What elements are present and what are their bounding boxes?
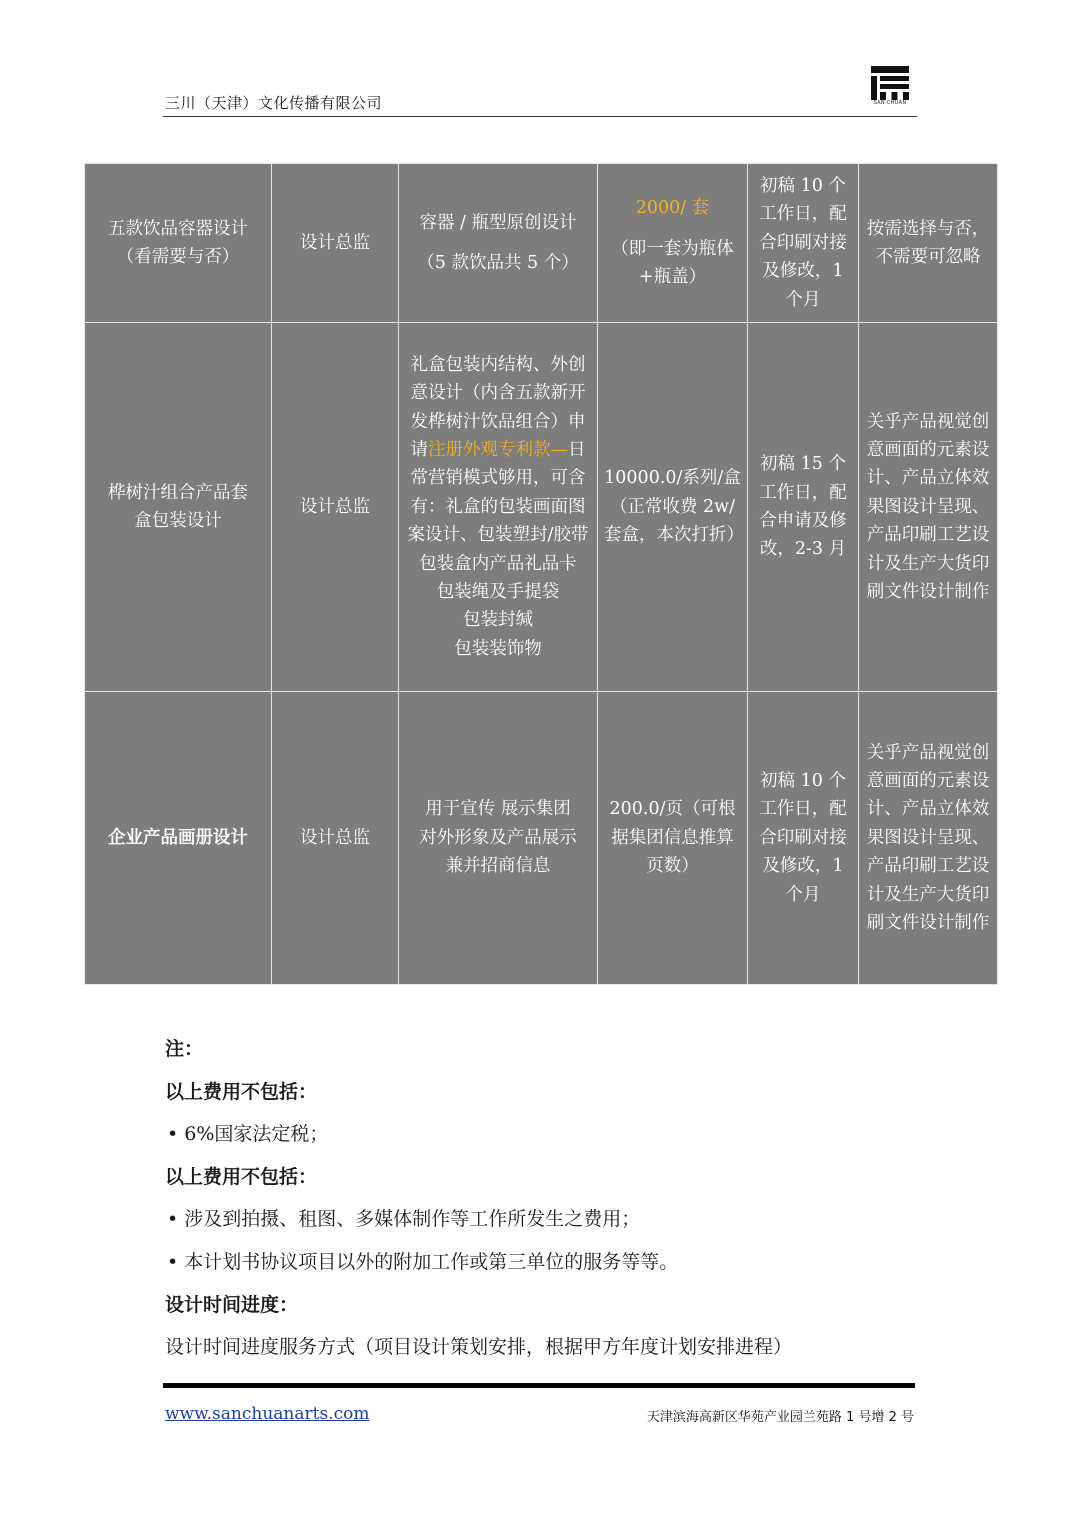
table-row: [85, 323, 998, 692]
item-line: （看需要与否）: [116, 247, 240, 268]
content-text: 礼盒包装内结构、外创意设计（内含五款新开发桦树汁饮品组合）申请: [410, 354, 586, 461]
content-line: 包装封缄: [463, 610, 533, 631]
notes-title: 注：: [165, 1038, 204, 1060]
price-value: 2000/ 套: [635, 198, 710, 219]
schedule-text: 设计时间进度服务方式（项目设计策划安排，根据甲方年度计划安排进程）: [165, 1336, 793, 1359]
content-line: （5 款饮品共 5 个）: [417, 253, 579, 274]
remark-cell: 关乎产品视觉创意画面的元素设计、产品立体效果图设计呈现、产品印刷工艺设计及生产大货印刷文件设计制作: [859, 323, 998, 692]
content-highlight: 注册外观专利款—: [428, 440, 568, 461]
schedule-cell: 初稿 15 个工作日，配合申请及修改，2-3 月: [748, 323, 859, 692]
website-link[interactable]: www.sanchuanarts.com: [165, 1404, 370, 1424]
excluded-heading: 以上费用不包括：: [165, 1080, 318, 1103]
schedule-cell: 初稿 10 个工作日，配合印刷对接及修改，1 个月: [748, 692, 859, 985]
excluded-heading: 以上费用不包括：: [165, 1165, 318, 1188]
price-cell: 200.0/页（可根据集团信息推算页数）: [598, 692, 748, 985]
content-line: 用于宣传 展示集团: [425, 799, 571, 820]
content-line: 包装绳及手提袋: [436, 582, 560, 603]
item-cell: 企业产品画册设计: [85, 692, 272, 985]
schedule-cell: 初稿 10 个工作日，配合印刷对接及修改，1 个月: [748, 164, 859, 323]
content-cell: [399, 323, 598, 692]
schedule-heading: 设计时间进度：: [165, 1293, 299, 1316]
item-line: 盒包装设计: [134, 511, 222, 532]
company-address: 天津滨海高新区华苑产业园兰苑路 1 号增 2 号: [646, 1410, 914, 1425]
item-cell: [85, 164, 272, 323]
excluded-item: • 涉及到拍摄、租图、多媒体制作等工作所发生之费用；: [167, 1208, 641, 1231]
logo-text: SAN CHUAN: [873, 100, 907, 106]
price-note: （即一套为瓶体+瓶盖）: [611, 238, 734, 288]
content-line: 包装盒内产品礼品卡: [419, 553, 577, 574]
item-cell: [85, 323, 272, 692]
company-name: 三川（天津）文化传播有限公司: [165, 94, 383, 112]
content-cell: [399, 692, 598, 985]
price-cell: [598, 164, 748, 323]
content-cell: [399, 164, 598, 323]
content-line: 容器 / 瓶型原创设计: [419, 212, 577, 233]
role-cell: 设计总监: [272, 323, 399, 692]
remark-cell: 关乎产品视觉创意画面的元素设计、产品立体效果图设计呈现、产品印刷工艺设计及生产大货印刷文件设计制作: [859, 692, 998, 985]
content-line: 兼并招商信息: [445, 856, 551, 877]
content-line: 对外形象及产品展示: [419, 827, 577, 848]
footer-divider: [163, 1383, 915, 1388]
role-cell: 设计总监: [272, 692, 399, 985]
table-row: [85, 692, 998, 985]
remark-cell: 按需选择与否，不需要可忽略: [859, 164, 998, 323]
content-text: 日常营销模式够用，可含有：礼盒的包装画面图案设计、包装塑封/胶带: [407, 440, 589, 546]
item-line: 桦树汁组合产品套: [108, 482, 248, 503]
excluded-item: • 本计划书协议项目以外的附加工作或第三单位的服务等等。: [167, 1250, 679, 1273]
role-cell: 设计总监: [272, 164, 399, 323]
table-row: [85, 164, 998, 323]
content-line: 包装装饰物: [454, 638, 542, 659]
notes-section: [165, 1028, 925, 1369]
pricing-table: [84, 163, 998, 985]
excluded-item: • 6%国家法定税；: [167, 1123, 329, 1146]
price-cell: 10000.0/系列/盒（正常收费 2w/套盒，本次打折）: [598, 323, 748, 692]
item-line: 五款饮品容器设计: [108, 218, 248, 239]
header-divider: [163, 116, 917, 117]
